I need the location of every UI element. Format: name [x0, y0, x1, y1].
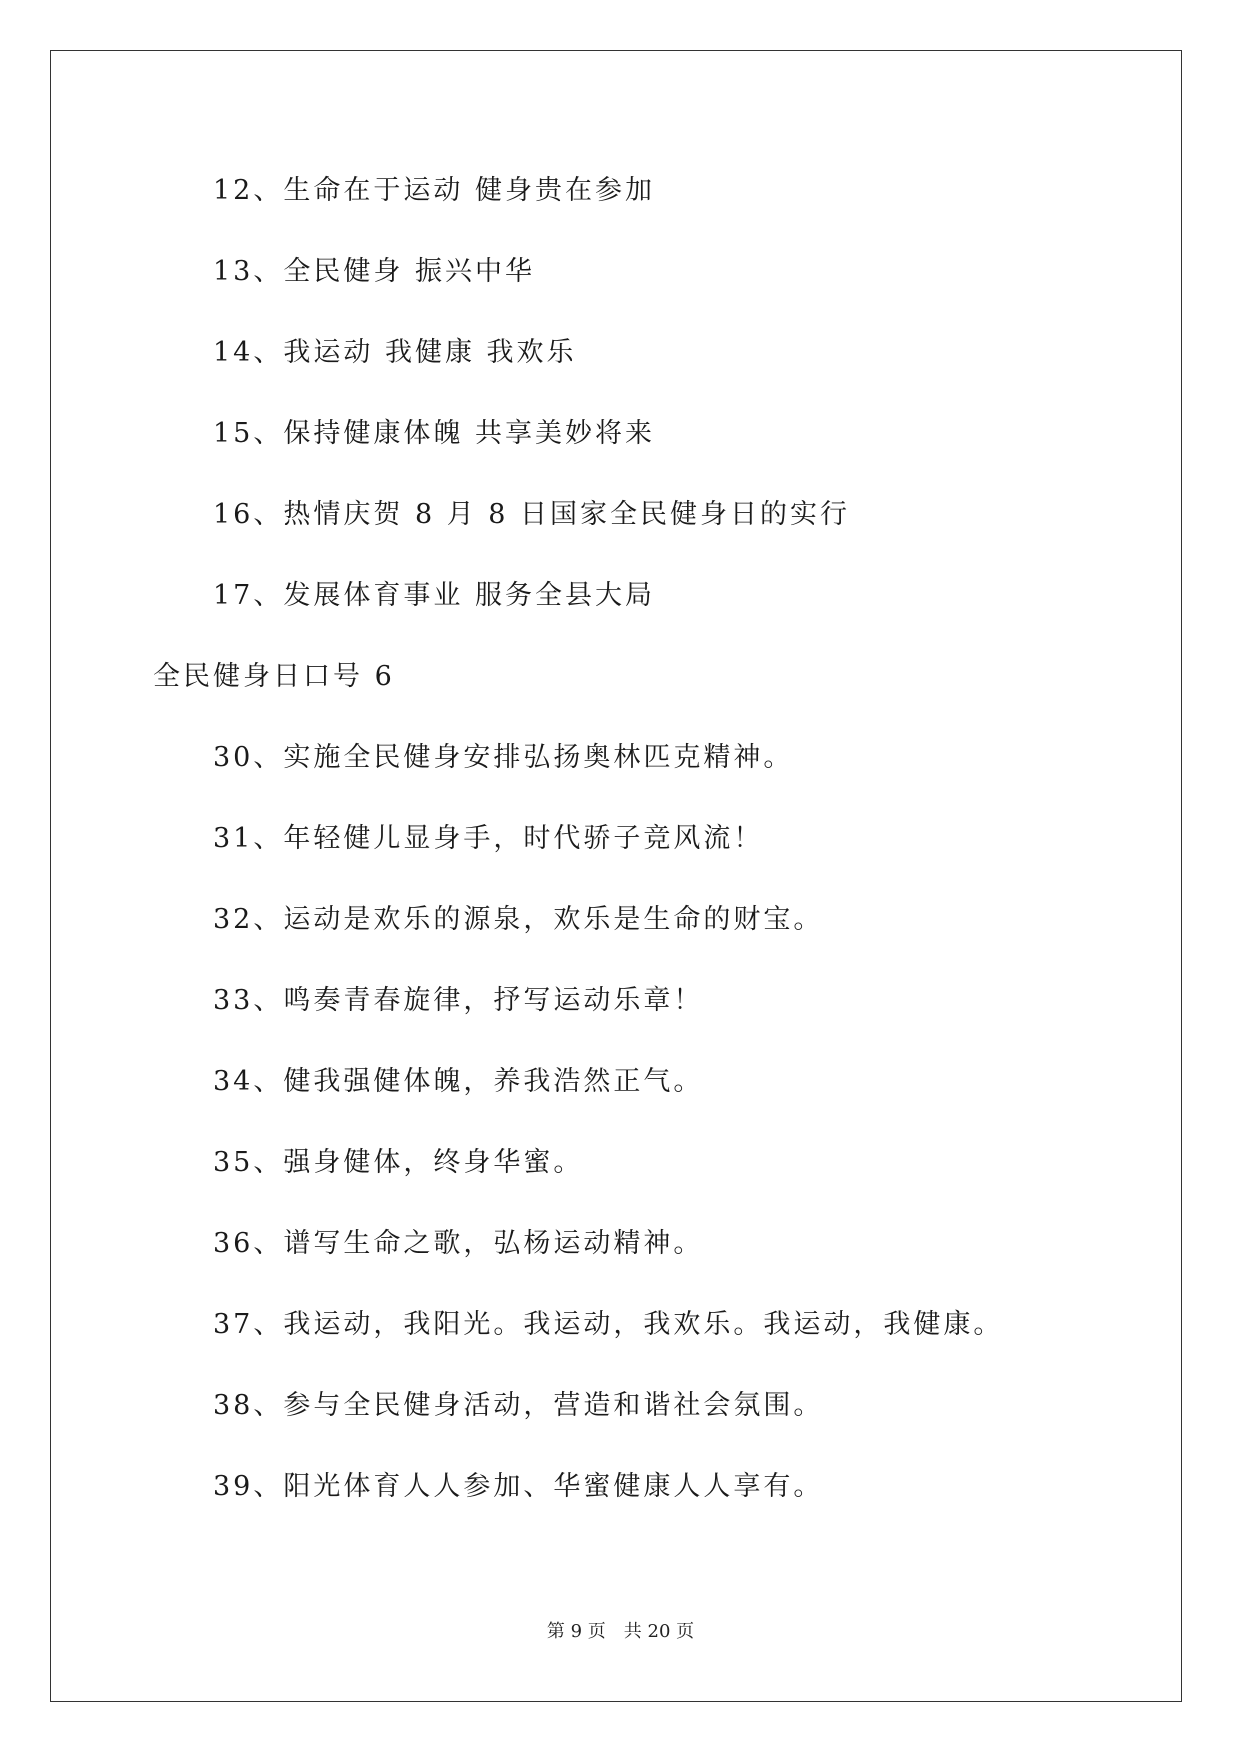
slogan-line: 16、热情庆贺 8 月 8 日国家全民健身日的实行 [213, 499, 851, 530]
slogan-line: 14、我运动 我健康 我欢乐 [213, 337, 577, 368]
slogan-line: 31、年轻健儿显身手，时代骄子竞风流！ [213, 823, 764, 854]
slogan-line: 37、我运动，我阳光。我运动，我欢乐。我运动，我健康。 [213, 1309, 1004, 1340]
slogan-line: 12、生命在于运动 健身贵在参加 [213, 175, 655, 206]
slogan-line: 32、运动是欢乐的源泉，欢乐是生命的财宝。 [213, 904, 824, 935]
slogan-line: 33、鸣奏青春旋律，抒写运动乐章！ [213, 985, 704, 1016]
slogan-line: 13、全民健身 振兴中华 [213, 256, 535, 287]
section-heading: 全民健身日口号 6 [153, 661, 395, 692]
slogan-line: 15、保持健康体魄 共享美妙将来 [213, 418, 655, 449]
slogan-line: 17、发展体育事业 服务全县大局 [213, 580, 655, 611]
page-border [50, 50, 1182, 1702]
slogan-line: 30、实施全民健身安排弘扬奥林匹克精神。 [213, 742, 794, 773]
slogan-line: 38、参与全民健身活动，营造和谐社会氛围。 [213, 1390, 824, 1421]
page-number-footer: 第 9 页 共 20 页 [546, 1621, 695, 1642]
slogan-line: 35、强身健体，终身华蜜。 [213, 1147, 584, 1178]
slogan-line: 36、谱写生命之歌，弘杨运动精神。 [213, 1228, 704, 1259]
slogan-line: 39、阳光体育人人参加、华蜜健康人人享有。 [213, 1471, 824, 1502]
slogan-line: 34、健我强健体魄，养我浩然正气。 [213, 1066, 704, 1097]
